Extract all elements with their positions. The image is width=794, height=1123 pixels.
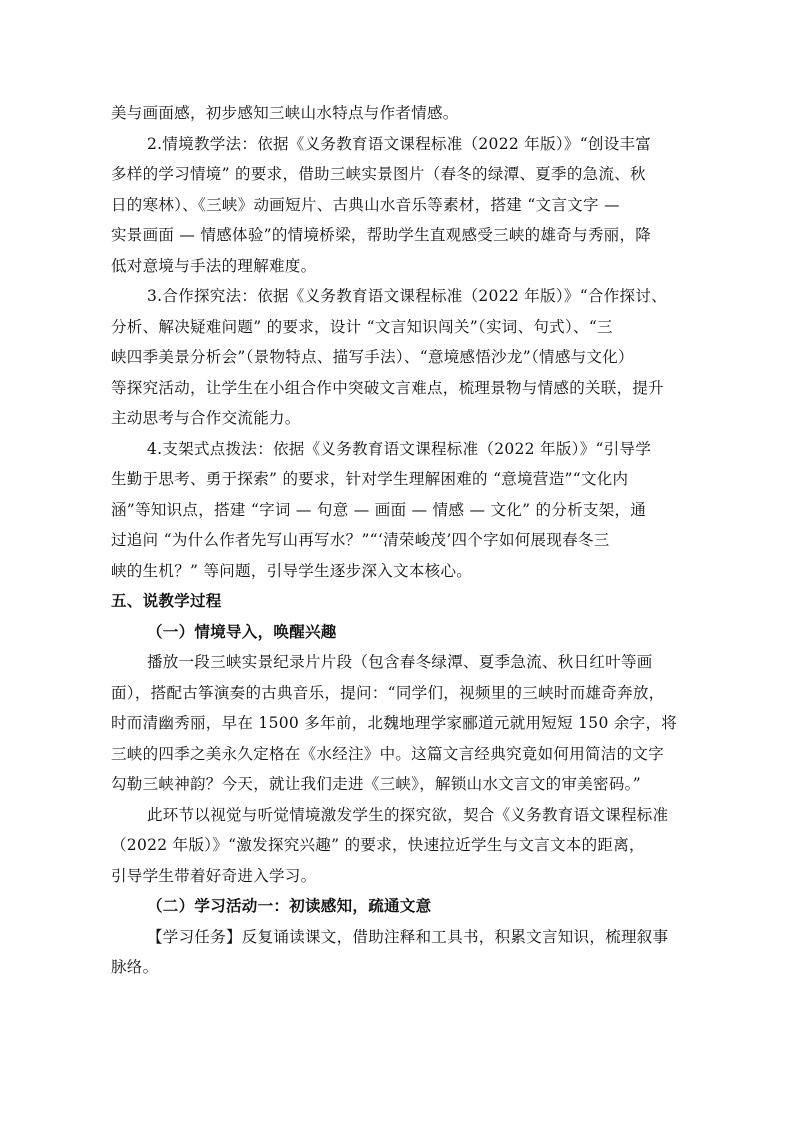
paragraph-method-2	[111, 129, 685, 282]
paragraph-line: 3.合作探究法：依据《义务教育语文课程标准（2022 年版）》“合作探讨、	[147, 287, 667, 305]
paragraph-method-4	[111, 434, 685, 587]
paragraph-method-3	[111, 281, 685, 434]
subsection-heading-2: （二）学习活动一：初读感知，疏通文意	[147, 897, 432, 915]
paragraph-learning-task	[111, 922, 685, 983]
paragraph-line: 低对意境与手法的理解难度。	[111, 256, 317, 275]
paragraph-line: 4.支架式点拨法：依据《义务教育语文课程标准（2022 年版）》“引导学	[147, 439, 652, 458]
paragraph-line: 分析、解决疑难问题” 的要求，设计 “文言知识闯关”（实词、句式）、“三	[111, 317, 613, 336]
paragraph-line: 勾勒三峡神韵？今天，就让我们走进《三峡》，解锁山水文言文的审美密码。”	[111, 775, 641, 793]
paragraph-intro-rationale	[111, 800, 685, 892]
paragraph-line: （2022 年版）》“激发探究兴趣” 的要求，快速拉近学生与文言文本的距离，	[111, 836, 645, 854]
paragraph-line: 播放一段三峡实景纪录片片段（包含春冬绿潭、夏季急流、秋日红叶等画	[147, 653, 653, 671]
paragraph-line: 时而清幽秀丽，早在 1500 多年前，北魏地理学家郦道元就用短短 150 余字，将	[111, 714, 678, 732]
paragraph-line: 此环节以视觉与听觉情境激发学生的探究欲，契合《义务教育语文课程标准	[147, 805, 669, 824]
paragraph-line: 峡四季美景分析会”（景物特点、描写手法）、“意境感悟沙龙”（情感与文化）	[111, 348, 634, 366]
paragraph-intro-activity	[111, 647, 685, 800]
paragraph-intro-end: 美与画面感，初步感知三峡山水特点与作者情感。	[111, 104, 459, 122]
document-body	[111, 98, 685, 983]
paragraph-line: 2.情境教学法：依据《义务教育语文课程标准（2022 年版）》“创设丰富	[147, 134, 652, 153]
paragraph-line: 等探究活动，让学生在小组合作中突破文言难点，梳理景物与情感的关联，提升	[111, 378, 665, 397]
paragraph-line: 主动思考与合作交流能力。	[111, 409, 301, 427]
paragraph-line: 面），搭配古筝演奏的古典音乐，提问：“同学们，视频里的三峡时而雄奇奔放，	[111, 683, 665, 702]
paragraph-line: 峡的生机？” 等问题，引导学生逐步深入文本核心。	[111, 561, 473, 580]
paragraph-line: 生勤于思考、勇于探索” 的要求，针对学生理解困难的 “意境营造”“文化内	[111, 470, 629, 488]
subsection-heading-1: （一）情境导入，唤醒兴趣	[147, 622, 337, 641]
paragraph-line: 涵”等知识点，搭建 “字词 — 句意 — 画面 — 情感 — 文化” 的分析支架，通	[111, 500, 647, 519]
paragraph-line: 实景画面 — 情感体验”的情境桥梁，帮助学生直观感受三峡的雄奇与秀丽，降	[111, 226, 652, 244]
section-heading-5: 五、说教学过程	[111, 592, 222, 610]
paragraph-line: 过追问 “为什么作者先写山再写水？”“‘清荣峻茂’四个字如何展现春冬三	[111, 531, 610, 549]
paragraph-line: 引导学生带着好奇进入学习。	[111, 866, 317, 885]
paragraph-line: 多样的学习情境” 的要求，借助三峡实景图片（春冬的绿潭、夏季的急流、秋	[111, 165, 646, 183]
paragraph-line: 日的寒林）、《三峡》动画短片、古典山水音乐等素材，搭建 “文言文字 —	[111, 195, 620, 214]
paragraph-line: 【学习任务】反复诵读课文，借助注释和工具书，积累文言知识，梳理叙事	[147, 927, 669, 946]
paragraph-line: 脉络。	[111, 958, 159, 976]
paragraph-line: 三峡的四季之美永久定格在《水经注》中。这篇文言经典究竟如何用简洁的文字	[111, 744, 665, 763]
